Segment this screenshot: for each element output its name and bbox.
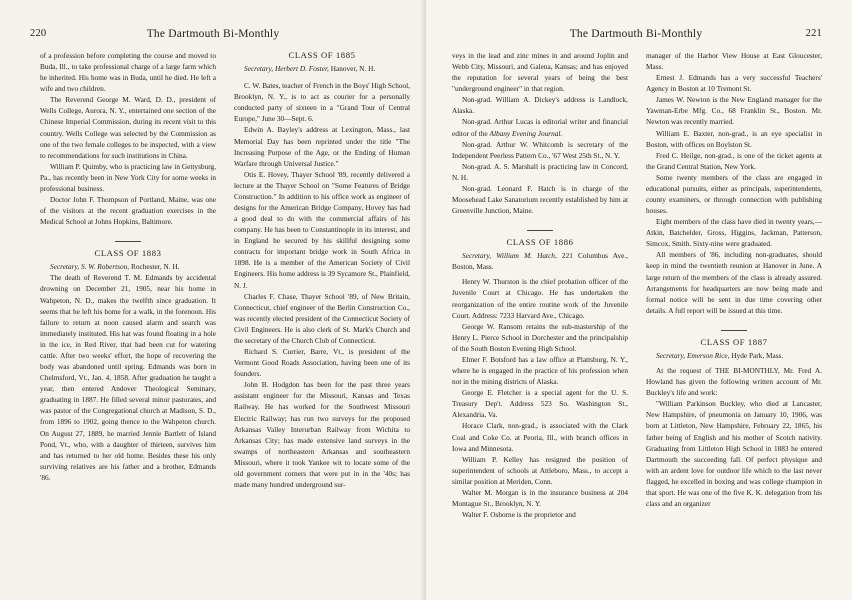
paragraph: Henry W. Thurston is the chief probation officer of the Juvenile Court at Chicago. He has undertaken the reorganization of the entire routine work of the Juvenile Court. Address: 7233 Harvard Ave., Chicago. [452,277,628,320]
secretary-address: 221 Columbus Ave., Boston, Mass. [452,251,628,272]
right-page-column-1 [452,50,628,520]
secretary-label: Secretary, [244,64,274,74]
paragraph: Non-grad. William A. Dickey's address is Landlock, Alaska. [452,95,628,116]
paragraph: "William Parkinson Buckley, who died at Lancaster, New Hampshire, of pneumonia on January 10, 1906, was born at Littleton, New Hampshire, February 22, 1865, his father being of English and his mother of Scotch nativity. Graduating from Littleton High School in 1883 he entered Dartmouth the succeeding fall. Of perfect physique and with an ardent love for outdoor life which to the last never flagged, he excelled in boxing and was college champion in that sport. He was one of the five K. K. delegation from his class and an organizer [646,399,822,508]
paragraph: At the request of THE BI-MONTHLY, Mr. Fred A. Howland has given the following written account of Mr. Buckley's life and work: [646,366,822,398]
secretary-address: Rochester, N. H. [130,262,180,272]
paragraph: Edwin A. Bayley's address at Lexington, Mass., last Memorial Day has been reprinted under the title "The Increasing Purpose of the Age, or the Ending of Human Warfare through Universal Justice." [234,125,410,168]
paragraph: Ernest J. Edmands has a very successful Teachers' Agency in Boston at 10 Tremont St. [646,73,822,94]
running-title: The Dartmouth Bi-Monthly [146,28,280,40]
class-heading: CLASS OF 1885 [288,50,356,60]
paragraph: William P. Quimby, who is practicing law in Gettysburg, Pa., has recently been in New York City for some weeks in professional business. [40,161,216,193]
class-heading: CLASS OF 1887 [700,336,768,347]
publication-title: Albany Evening Journal. [489,128,563,138]
secretary-name: Emerson Rice, [686,350,730,360]
class-secretary [234,63,410,74]
right-page-header [450,28,822,42]
paragraph: Non-grad. A. S. Marshall is practicing law in Concord, N. H. [452,161,628,182]
paragraph: John B. Hodgdon has been for the past three years assistant engineer for the Missouri, Kansas and Texas Railway. He has worked for the Southwest Missouri Electric Railway; has run two surveys for the proposed Arkansas Valley Interurban Railway from Wichita to Arkansas City; has made extensive land surveys in the swamps of northeastern Arkansas and southeastern Missouri, where it took Yankee wit to locate some of the old government corners that were put in in the '40s; has made many hundred underground sur- [234,380,410,489]
right-page [426,0,852,600]
paragraph: George E. Fletcher is a special agent for the U. S. Treasury Dep't. Address 523 So. Washington St., Alexandria, Va. [452,388,628,420]
left-page-header [30,28,396,42]
class-secretary [452,250,628,272]
running-title: The Dartmouth Bi-Monthly [569,28,703,40]
left-page-column-1 [40,50,216,483]
paragraph: Eight members of the class have died in twenty years,—Atkin, Batchelder, Gross, Higgins, Jackman, Patterson, Simcox, Smith. Sixty-nine were graduated. [646,217,822,249]
secretary-name: Herbert D. Foster, [274,64,329,74]
secretary-name: William M. Hatch, [496,251,557,261]
paragraph: William P. Kelley has resigned the position of superintendent of schools at Attleboro, Mass., to accept a similar position at Meriden, Conn. [452,454,628,486]
page-number: 220 [30,28,47,39]
section-divider [115,241,141,242]
paragraph: Richard S. Currier, Barre, Vt., is president of the Vermont Good Roads Association, having been one of its founders. [234,347,410,379]
paragraph [452,116,628,138]
class-secretary [40,261,216,272]
secretary-label: Secretary, [656,350,686,360]
secretary-name: S. W. Robertson, [80,262,130,272]
paragraph: veys in the lead and zinc mines in and around Joplin and Webb City, Missouri, and Galena, Kansas; and has enjoyed the reputation for several years of being the best "underground engineer" in that region. [452,51,628,94]
paragraph: George W. Ransom retains the sub-mastership of the Henry L. Pierce School in Dorchester and the principalship of the South Boston Evening High School. [452,321,628,353]
page-number: 221 [805,28,822,39]
paragraph: manager of the Harbor View House at East Gloucester, Mass. [646,51,822,72]
secretary-address: Hyde Park, Mass. [731,350,784,360]
paragraph: Charles F. Chase, Thayer School '89, of New Britain, Connecticut, chief engineer of the Berlin Construction Co., was recently elected president of the Connecticut Society of Civil Engineers. He is also clerk of St. Mark's Church and the secretary of the Church Club of Connecticut. [234,291,410,345]
paragraph: Walter F. Osborne is the proprietor and [462,510,576,520]
paragraph: C. W. Bates, teacher of French in the Boys' High School, Brooklyn, N. Y., is to act as courier for a personally conducted party of sixteen in a "Grand Tour of Central Europe," June 30—Sept. 6. [234,81,410,124]
paragraph: The death of Reverend T. M. Edmands by accidental drowning on December 21, 1905, near his home in Wahpeton, N. D., makes the twelfth since graduation. It seems that he left his home for a walk, in the forenoon. His failure to return at noon caused alarm and search was immediately instituted. His hat was found floating in a hole in the ice, in Red River, that had been cut for watering cattle. After two weeks' effort, the hope of recovering the body was abandoned until spring. Edmands was born in Chelmsford, Vt., Jan. 4, 1858. After graduation he taught a year, then entered Andover Theological Seminary, graduating in 1887. He filled several minor pastorates, and was pastor of the Congregational church at Madison, S. D., from 1896 to 1902, going thence to the Wahpeton church. On August 27, 1889, he married Jennie Bartlett of Island Pond, Vt., who, with a daughter of thirteen, survives him and has returned to her old home. Besides these his only surviving relatives are his father and a brother, Edmands '86. [40,273,216,482]
paragraph: Fred C. Heilge, non-grad., is one of the ticket agents at the Grand Central Station, New York. [646,150,822,171]
paragraph: Walter M. Morgan is in the insurance business at 204 Montague St., Brooklyn, N. Y. [452,487,628,508]
paragraph: Some twenty members of the class are engaged in educational pursuits, either as principals, superintendents, county examiners, or through connection with publishing houses. [646,172,822,216]
paragraph: William E. Baxter, non-grad., is an eye specialist in Boston, with offices on Boylston St. [646,128,822,149]
section-divider [527,230,553,231]
paragraph: of a profession before completing the course and moved to Buda, Ill., to take professional charge of a large farm which he inherited. His home was in Buda, until he died. He left a wife and two children. [40,51,216,94]
paragraph: Elmer F. Botsford has a law office at Plattsburg, N. Y., where he is engaged in the practice of his profession when not in the mining districts of Alaska. [452,354,628,387]
class-heading: CLASS OF 1883 [94,248,162,259]
paragraph: Non-grad. Arthur W. Whitcomb is secretary of the Independent Peerless Pattern Co., '67 West 25th St., N. Y. [452,139,628,160]
secretary-address: Hanover, N. H. [330,64,376,74]
paragraph: James W. Newton is the New England manager for the Yawman-Erbe Mfg. Co., 68 Franklin St., Boston. Mr. Newton was recently married. [646,95,822,127]
paragraph: Horace Clark, non-grad., is associated with the Clark Coal and Coke Co. at Peoria, Ill., with branch offices in Iowa and Minnesota. [452,421,628,453]
paragraph: Otis E. Hovey, Thayer School '89, recently delivered a lecture at the Thayer School on "Some Features of Bridge Construction." In addition to his office work as engineer of designs for the American Bridge Company, Hovey has had a good deal to do with the commercial affairs of his company. He has been to Constantinople in its interest, and in England he secured by his skillful designing some contracts for important bridge work in South Africa in 1898. He is a member of the American Society of Civil Engineers. His home address is 39 Sycamore St., Plainfield, N. J. [234,169,410,290]
class-secretary [646,350,822,361]
paragraph: Non-grad. Leonard F. Hatch is in charge of the Moosehead Lake Sanatorium recently established by him at Greenville Junction, Maine. [452,183,628,216]
secretary-label: Secretary, [50,262,80,272]
section-divider [721,330,747,331]
class-heading: CLASS OF 1886 [506,237,574,248]
paragraph: All members of '86, including non-graduates, should keep in mind the twentieth reunion at Hanover in June. A large return of the members of the class is already assured. Arrangements for headquarters are now being made and formal notice will be sent in due time covering other details. A full report will be issued at this time. [646,250,822,315]
paragraph-text: Non-grad. Arthur Lucas is editorial writer and financial editor of the [452,117,628,138]
paragraph: Doctor John F. Thompson of Portland, Maine, was one of the visitors at the recent graduation exercises in the Medical School at Johns Hopkins, Baltimore. [40,195,216,227]
secretary-label: Secretary, [462,251,492,261]
right-page-column-2 [646,50,822,509]
paragraph: The Reverend George M. Ward, D. D., president of Wells College, Aurora, N. Y., entertained one section of the Chinese Imperial Commission, during its recent visit to this country. Wells College was selected by the Commission as one of the two female colleges to be inspected, with a view to recommendations for such institutions in China. [40,95,216,160]
left-page-column-2 [234,50,410,490]
